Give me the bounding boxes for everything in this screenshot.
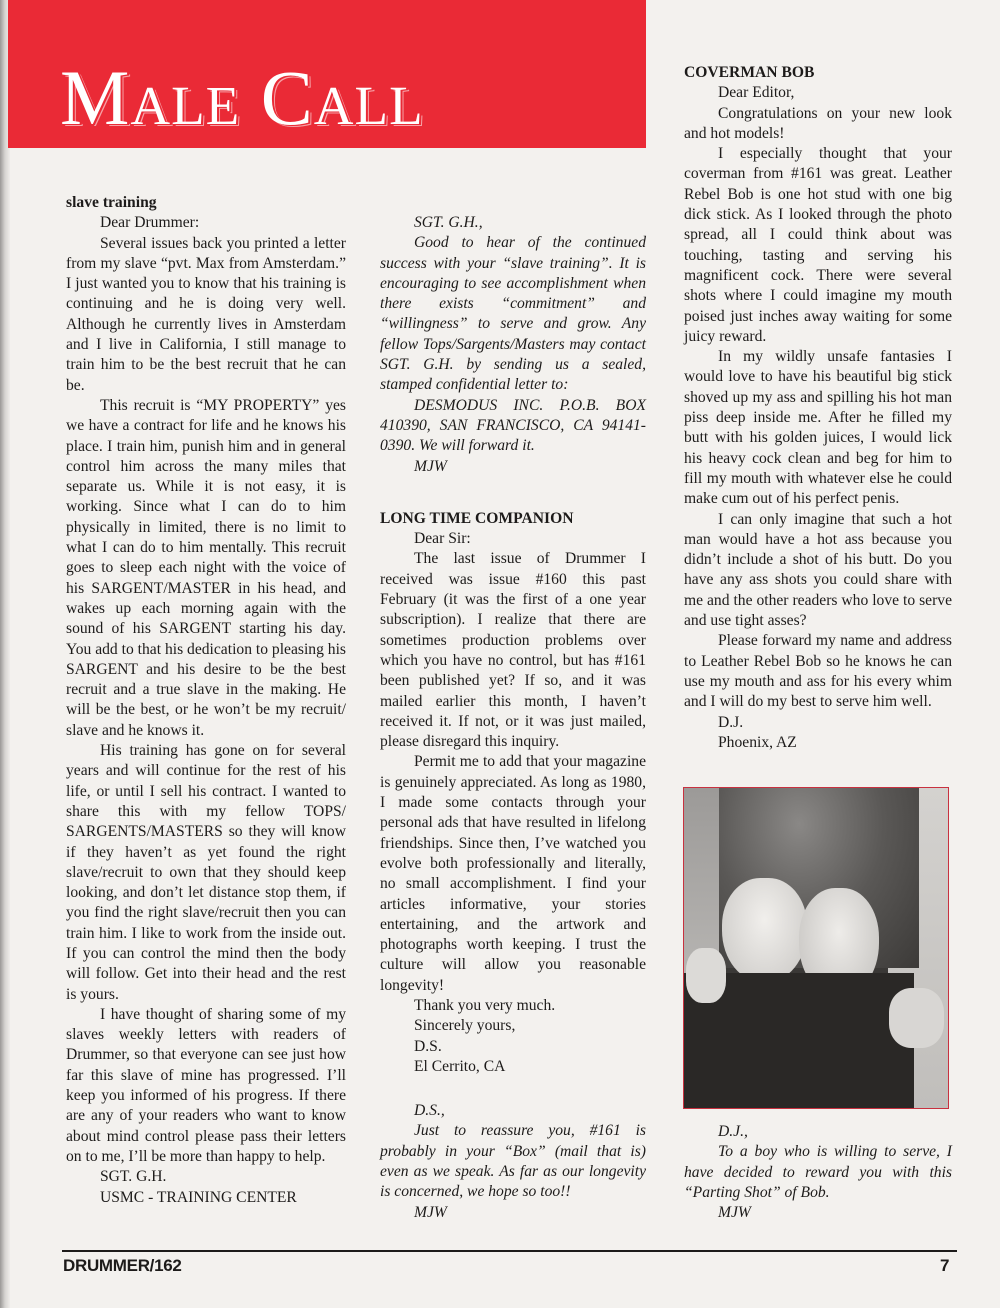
publication-issue: DRUMMER/162 [63,1256,182,1275]
letter-coverman-bob [684,63,952,753]
paragraph: Please forward my name and address to Leather Rebel Bob so he knows he can use my mouth and ass for his every whim and I will do my best to serve him well. [684,632,952,711]
paragraph: Permit me to add that your magazine is genuinely appreciated. As long as 1980, I made some contacts through your personal ads that have resulted in lifelong friendships. Since then, I’ve watched you evolve both professionally and literally, no small accomplishment. I find your articles informative, your stories entertaining, and the artwork and photographs worth keeping. I trust the culture will allow you reasonable longevity! [380,753,646,994]
photo-figure [722,878,807,983]
signature: D.S. [414,1037,442,1055]
spacer [380,477,646,509]
paragraph: I can only imagine that such a hot man would have a hot ass because you didn’t include a shot of his butt. Do you have any ass shots you could share with me and the other readers who love to serve and use tight asses? [684,510,952,630]
paragraph: In my wildly unsafe fantasies I would love to have his beautiful big stick shoved up my ass and spilling his hot man piss deep inside me. After he filled my butt with his golden juices, I would lick his heavy cock clean and beg for him to fill my mouth with whatever else he could make cum out of his perfect penis. [684,348,952,508]
page-spine [0,0,10,1308]
reply-paragraph: Just to reassure you, #161 is probably in your “Box” (mail that is) even as we speak. As far as our longevity is concerned, we hope so too!! [380,1122,646,1201]
paragraph: The last issue of Drummer I received was issue #160 this past February (it was the first of a one year subscription). I realize that there are sometimes production problems over which you have no control, but has #161 been published yet? If so, and it was mailed earlier this month, I haven’t received it. If not, or it was just mailed, please disregard this inquiry. [380,550,646,751]
location: Phoenix, AZ [718,733,797,751]
page-number: 7 [940,1256,950,1275]
reply-signature: MJW [414,457,447,475]
paragraph: I have thought of sharing some of my slaves weekly letters with readers of Drummer, so that everyone can see just how far this slave of mine has progressed. I’ll keep you informed of his progress. If there are any of your readers who want to know about mind control please pass their letters on to me, I’ll be more than happy to help. [66,1005,346,1165]
photo-figure [889,988,944,1048]
paragraph: This recruit is “MY PROPERTY” yes we have a contract for life and he knows his place. I train him, punish him and in general control him across the many miles that separate us. While it is not easy, it is working. Since what I can do to him physically in limited, there is no limit to what I can do to him mentally. This recruit goes to sleep each night with the voice of his SARGENT/MASTER in his head, and wakes up each morning again with the sound of his SARGENT starting his day. You add to that his dedication to pleasing his SARGENT and his desire to be the best recruit and a true slave in the making. He will be the best, or he won’t be my recruit/ slave and he knows it. [66,396,346,739]
paragraph: Congratulations on your new look and hot models! [684,104,952,142]
paragraph: I especially thought that your coverman from #161 was great. Leather Rebel Bob is one hot stud with one big dick stick. As I looked through the photo spread, all I could think about was touching, tasting and serving his magnificent cock. There were several shots where I could imagine my mouth poised just inches away waiting for some juicy reward. [684,145,952,345]
spacer [380,1077,646,1101]
reply-signature: MJW [718,1204,751,1222]
editor-reply-dj [684,1122,952,1223]
closing: Thank you very much. [414,996,556,1014]
reply-addressee: D.S., [414,1102,445,1120]
signature: SGT. G.H. [100,1168,167,1186]
paragraph: His training has gone on for several years and will continue for the rest of his life, or until I sell his contract. I wanted to share this with my fellow TOPS/ SARGENTS/MASTERS so they will know if they haven’t as yet found the right slave/recruit to own that they should keep looking, and don’t let distance stop them, if you find the right slave/recruit then you can train him. I like to work from the inside out. If you can control the mind then the body will follow. Get into their head and the rest is yours. [66,742,346,1003]
editor-reply-sgt [380,213,646,477]
reply-addressee: D.J., [718,1123,748,1140]
salutation: Dear Editor, [718,84,795,102]
salutation: Dear Drummer: [100,214,200,232]
location: USMC - TRAINING CENTER [100,1188,297,1206]
column-two [380,213,646,1223]
paragraph: Several issues back you printed a letter from my slave “pvt. Max from Amsterdam.” I just wanted you to know that his training is continuing and he is doing very well. Although he currently lives in Amsterdam and I live in California, I still manage to train him to be the best recruit that he can be. [66,234,346,394]
closing: Sincerely yours, [414,1017,516,1035]
reply-signature: MJW [414,1203,447,1221]
editor-reply-ds [380,1101,646,1223]
reply-addressee: SGT. G.H., [414,214,483,231]
letter-long-time-companion [380,509,646,1077]
location: El Cerrito, CA [414,1057,506,1075]
letter-heading: COVERMAN BOB [684,64,815,81]
footer-divider [62,1250,957,1252]
letter-heading: slave training [66,194,157,211]
page-title: Male Call [60,54,424,141]
letter-slave-training [66,193,346,1208]
photo-figure [686,948,726,1003]
reply-paragraph: Good to hear of the continued success with your “slave training”. It is encouraging to see accomplishment when there exists “commitment” and “willingness” to serve and grow. Any fellow Tops/Sargents/Masters may contact SGT. G.H. by sending us a sealed, stamped confidential letter to: [380,234,646,394]
salutation: Dear Sir: [414,530,471,548]
signature: D.J. [718,713,744,731]
title-banner [8,0,646,148]
photo-parting-shot [683,787,949,1109]
letter-heading: LONG TIME COMPANION [380,509,574,527]
reply-address: DESMODUS INC. P.O.B. BOX 410390, SAN FRANCISCO, CA 94141-0390. We will forward it. [380,396,646,455]
reply-paragraph: To a boy who is willing to serve, I have decided to reward you with this “Parting Shot” of Bob. [684,1143,952,1201]
